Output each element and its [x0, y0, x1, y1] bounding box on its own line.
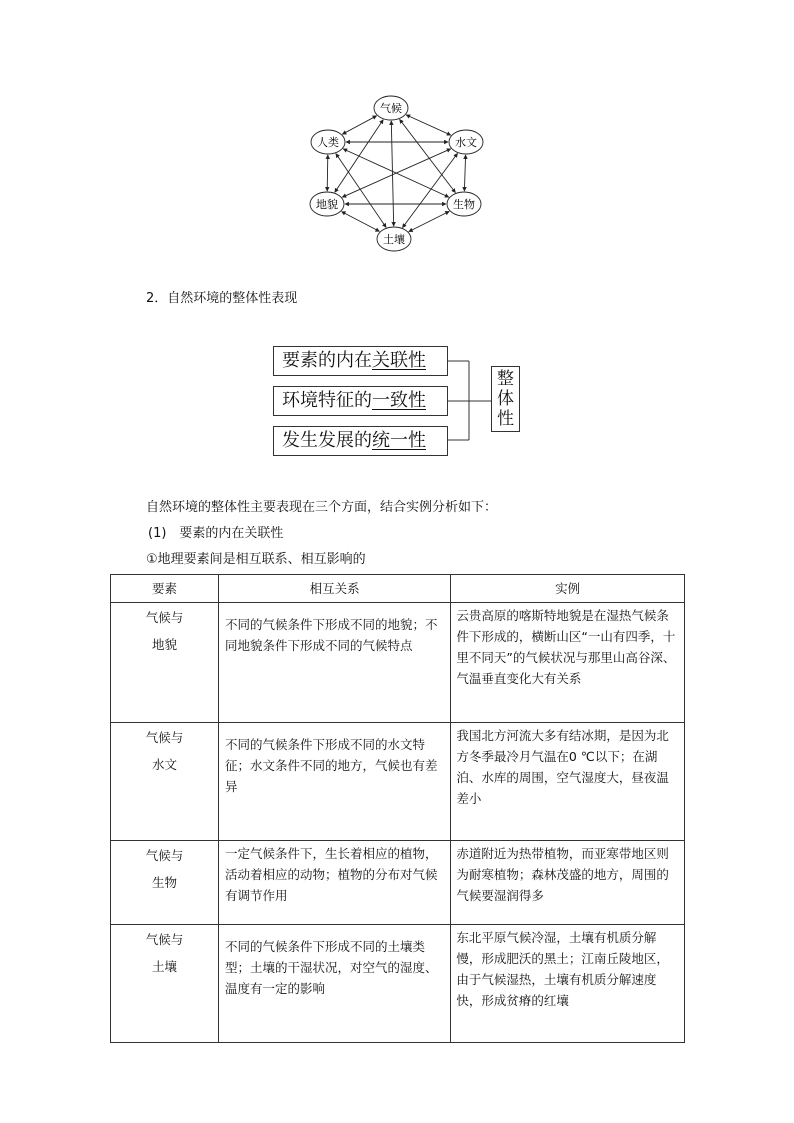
- relation-arrow-climate-human: [342, 116, 376, 134]
- diagram-node-label: 地貌: [316, 198, 338, 211]
- relation-arrow-climate-hydrology: [406, 115, 451, 135]
- wholeness-char: 性: [497, 409, 514, 429]
- table-header-row: [111, 575, 685, 603]
- concept-prefix: 发生发展的: [282, 430, 372, 451]
- relation-cell: 一定气候条件下，生长着相应的植物，活动着相应的动物；植物的分布对气候有调节作用: [218, 841, 450, 925]
- diagram-node-landform: [310, 192, 344, 216]
- header-element: 要素: [111, 575, 219, 603]
- diagram-svg: [300, 92, 500, 252]
- element-line: 生物: [151, 875, 177, 890]
- concept-box-intrinsic-correlation: [273, 346, 448, 376]
- relation-arrow-landform-human: [327, 155, 328, 191]
- element-cell: [111, 603, 219, 723]
- diagram-node-climate: [374, 96, 408, 120]
- concept-keyword: 统一性: [372, 430, 426, 451]
- element-line: 气候与: [145, 932, 184, 947]
- element-line: 气候与: [145, 848, 184, 863]
- section-heading: 2．自然环境的整体性表现: [146, 291, 298, 306]
- element-line: 水文: [151, 757, 177, 772]
- header-relation: 相互关系: [218, 575, 450, 603]
- wholeness-box: [491, 366, 520, 432]
- wholeness-char: 体: [497, 389, 514, 409]
- concept-prefix: 环境特征的: [282, 390, 372, 411]
- diagram-node-hydrology: [449, 130, 483, 154]
- concept-keyword: 关联性: [372, 350, 426, 371]
- subheading-mutual-influence: ①地理要素间是相互联系、相互影响的: [146, 552, 366, 567]
- relation-cell: 不同的气候条件下形成不同的土壤类型；土壤的干湿状况，对空气的湿度、温度有一定的影响: [218, 925, 450, 1043]
- element-line: 气候与: [145, 730, 184, 745]
- relation-cell: 不同的气候条件下形成不同的水文特征；水文条件不同的地方，气候也有差异: [218, 723, 450, 841]
- table-row: [111, 723, 685, 841]
- diagram-node-label: 气候: [380, 102, 402, 115]
- header-example: 实例: [451, 575, 685, 603]
- example-cell: 东北平原气候冷湿，土壤有机质分解慢，形成肥沃的黑土；江南丘陵地区，由于气候湿热，土壤有机质分解速度快，形成贫瘠的红壤: [451, 925, 685, 1043]
- concept-box-unity: [273, 426, 448, 456]
- element-line: 土壤: [151, 959, 177, 974]
- bracket-connector: [447, 360, 493, 442]
- example-cell: 我国北方河流大多有结冰期，是因为北方冬季最冷月气温在0 ℃以下；在湖泊、水库的周围，空气湿度大，昼夜温差小: [451, 723, 685, 841]
- example-cell: 赤道附近为热带植物，而亚寒带地区则为耐寒植物；森林茂盛的地方，周围的气候要湿润得多: [451, 841, 685, 925]
- diagram-node-soil: [377, 227, 411, 251]
- wholeness-char: 整: [497, 369, 514, 389]
- table-row: [111, 841, 685, 925]
- diagram-node-label: 人类: [317, 136, 339, 149]
- relation-arrow-climate-biology: [400, 119, 456, 192]
- diagram-node-label: 土壤: [383, 233, 405, 246]
- concept-box-consistency: [273, 386, 448, 416]
- element-line: 气候与: [145, 610, 184, 625]
- element-cell: [111, 723, 219, 841]
- relation-arrow-climate-soil: [391, 121, 393, 226]
- diagram-node-label: 生物: [453, 198, 475, 211]
- intro-paragraph: 自然环境的整体性主要表现在三个方面，结合实例分析如下：: [146, 500, 498, 515]
- relation-cell: 不同的气候条件下形成不同的地貌；不同地貌条件下形成不同的气候特点: [218, 603, 450, 723]
- relation-arrow-soil-landform: [342, 212, 380, 232]
- relation-arrow-hydrology-soil: [403, 153, 458, 227]
- relation-arrow-biology-soil: [409, 211, 449, 231]
- concept-prefix: 要素的内在: [282, 350, 372, 371]
- element-relation-table: [110, 574, 685, 1043]
- element-cell: [111, 841, 219, 925]
- element-line: 地貌: [151, 637, 177, 652]
- table-row: [111, 603, 685, 723]
- diagram-node-label: 水文: [455, 136, 477, 149]
- diagram-node-biology: [447, 192, 481, 216]
- element-cell: [111, 925, 219, 1043]
- diagram-node-human: [311, 130, 345, 154]
- element-interaction-diagram: [300, 92, 500, 252]
- concept-keyword: 一致性: [372, 390, 426, 411]
- table-row: [111, 925, 685, 1043]
- relation-arrow-hydrology-biology: [464, 155, 465, 191]
- example-cell: 云贵高原的喀斯特地貌是在湿热气候条件下形成的，横断山区“一山有四季，十里不同天”的气候状况与那里山高谷深、气温垂直变化大有关系: [451, 603, 685, 723]
- subheading-element-correlation: (1) 要素的内在关联性: [148, 526, 284, 541]
